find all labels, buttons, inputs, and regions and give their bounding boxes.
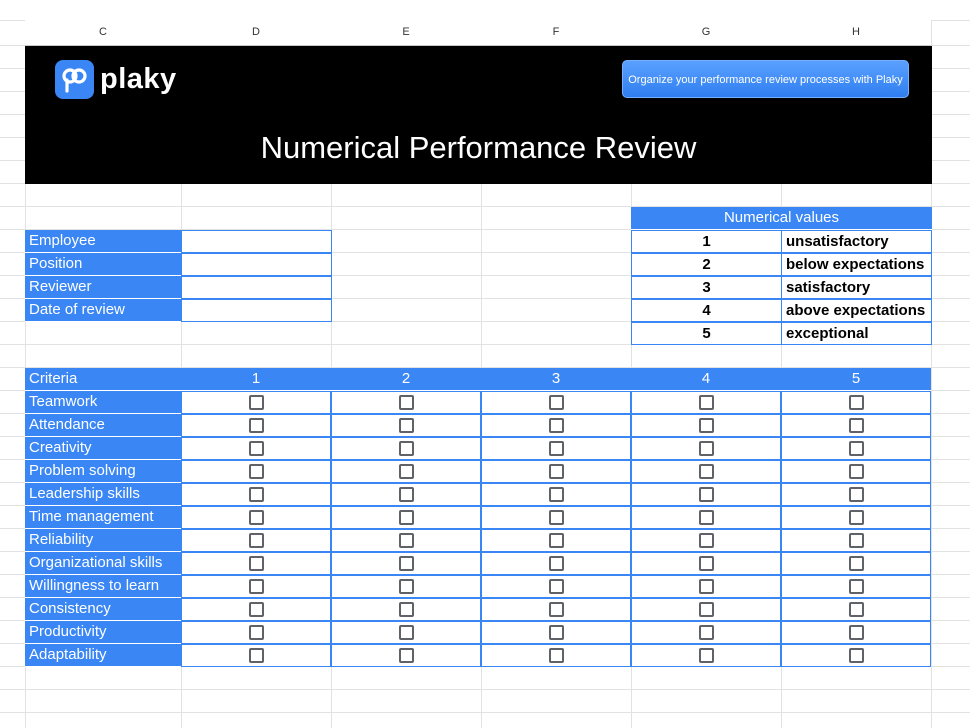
criteria-row-label: Reliability bbox=[25, 529, 181, 552]
rating-cell bbox=[781, 506, 931, 529]
rating-checkbox[interactable] bbox=[699, 556, 714, 571]
value-number: 2 bbox=[631, 253, 782, 276]
rating-checkbox[interactable] bbox=[399, 441, 414, 456]
rating-cell bbox=[631, 437, 781, 460]
rating-checkbox[interactable] bbox=[849, 395, 864, 410]
rating-cell bbox=[181, 391, 331, 414]
plaky-logo-text: plaky bbox=[100, 63, 177, 95]
criteria-row-label: Attendance bbox=[25, 414, 181, 437]
rating-checkbox[interactable] bbox=[849, 625, 864, 640]
rating-checkbox[interactable] bbox=[399, 625, 414, 640]
rating-cell bbox=[331, 483, 481, 506]
rating-checkbox[interactable] bbox=[549, 464, 564, 479]
rating-cell bbox=[781, 437, 931, 460]
grid-hline bbox=[0, 712, 970, 713]
rating-cell bbox=[481, 460, 631, 483]
rating-checkbox[interactable] bbox=[549, 602, 564, 617]
criteria-row-label: Leadership skills bbox=[25, 483, 181, 506]
rating-cell bbox=[481, 506, 631, 529]
value-description: above expectations bbox=[781, 299, 932, 322]
rating-cell bbox=[181, 575, 331, 598]
rating-cell bbox=[331, 575, 481, 598]
rating-checkbox[interactable] bbox=[399, 533, 414, 548]
criteria-row-label: Productivity bbox=[25, 621, 181, 644]
rating-cell bbox=[331, 506, 481, 529]
value-number: 4 bbox=[631, 299, 782, 322]
column-header-e[interactable]: E bbox=[331, 20, 481, 46]
rating-cell bbox=[781, 391, 931, 414]
rating-checkbox[interactable] bbox=[699, 418, 714, 433]
column-header-f[interactable]: F bbox=[481, 20, 631, 46]
plaky-logo-icon bbox=[55, 60, 94, 99]
criteria-row-label: Consistency bbox=[25, 598, 181, 621]
rating-checkbox[interactable] bbox=[249, 556, 264, 571]
rating-cell bbox=[181, 621, 331, 644]
rating-checkbox[interactable] bbox=[399, 602, 414, 617]
employee-field-label: Reviewer bbox=[25, 276, 181, 299]
rating-header: 3 bbox=[481, 368, 631, 391]
rating-cell bbox=[481, 391, 631, 414]
employee-field-input[interactable] bbox=[181, 299, 332, 322]
rating-checkbox[interactable] bbox=[699, 625, 714, 640]
value-description: exceptional bbox=[781, 322, 932, 345]
numerical-values-header: Numerical values bbox=[631, 207, 932, 230]
rating-checkbox[interactable] bbox=[399, 648, 414, 663]
rating-checkbox[interactable] bbox=[549, 418, 564, 433]
rating-cell bbox=[331, 621, 481, 644]
criteria-row-label: Organizational skills bbox=[25, 552, 181, 575]
rating-checkbox[interactable] bbox=[699, 579, 714, 594]
rating-cell bbox=[631, 391, 781, 414]
rating-cell bbox=[631, 483, 781, 506]
rating-cell bbox=[331, 391, 481, 414]
rating-cell bbox=[331, 414, 481, 437]
rating-checkbox[interactable] bbox=[849, 579, 864, 594]
rating-checkbox[interactable] bbox=[549, 533, 564, 548]
rating-checkbox[interactable] bbox=[849, 533, 864, 548]
value-number: 5 bbox=[631, 322, 782, 345]
rating-checkbox[interactable] bbox=[549, 579, 564, 594]
rating-checkbox[interactable] bbox=[549, 395, 564, 410]
rating-checkbox[interactable] bbox=[549, 648, 564, 663]
rating-cell bbox=[481, 598, 631, 621]
rating-cell bbox=[631, 575, 781, 598]
rating-checkbox[interactable] bbox=[399, 556, 414, 571]
rating-checkbox[interactable] bbox=[849, 487, 864, 502]
rating-cell bbox=[481, 575, 631, 598]
column-header-d[interactable]: D bbox=[181, 20, 331, 46]
rating-cell bbox=[181, 506, 331, 529]
rating-cell bbox=[181, 598, 331, 621]
rating-checkbox[interactable] bbox=[849, 441, 864, 456]
rating-cell bbox=[781, 529, 931, 552]
rating-cell bbox=[181, 460, 331, 483]
rating-checkbox[interactable] bbox=[849, 648, 864, 663]
criteria-row-label: Time management bbox=[25, 506, 181, 529]
criteria-row-label: Creativity bbox=[25, 437, 181, 460]
employee-field-input[interactable] bbox=[181, 253, 332, 276]
rating-cell bbox=[631, 598, 781, 621]
rating-checkbox[interactable] bbox=[549, 556, 564, 571]
rating-header: 4 bbox=[631, 368, 781, 391]
rating-cell bbox=[631, 621, 781, 644]
rating-checkbox[interactable] bbox=[249, 418, 264, 433]
grid-hline bbox=[0, 689, 970, 690]
rating-checkbox[interactable] bbox=[399, 464, 414, 479]
rating-checkbox[interactable] bbox=[699, 648, 714, 663]
rating-checkbox[interactable] bbox=[249, 533, 264, 548]
plaky-cta-button[interactable]: Organize your performance review processes with Plaky bbox=[622, 60, 909, 98]
rating-cell bbox=[481, 414, 631, 437]
rating-checkbox[interactable] bbox=[849, 418, 864, 433]
rating-cell bbox=[181, 414, 331, 437]
rating-cell bbox=[331, 598, 481, 621]
rating-checkbox[interactable] bbox=[699, 395, 714, 410]
rating-cell bbox=[331, 460, 481, 483]
rating-cell bbox=[781, 598, 931, 621]
rating-cell bbox=[331, 529, 481, 552]
rating-cell bbox=[631, 644, 781, 667]
rating-checkbox[interactable] bbox=[549, 487, 564, 502]
employee-field-input[interactable] bbox=[181, 230, 332, 253]
rating-header: 2 bbox=[331, 368, 481, 391]
rating-checkbox[interactable] bbox=[249, 464, 264, 479]
page-title: Numerical Performance Review bbox=[260, 130, 697, 165]
rating-cell bbox=[331, 644, 481, 667]
rating-checkbox[interactable] bbox=[249, 510, 264, 525]
rating-cell bbox=[631, 506, 781, 529]
rating-cell bbox=[631, 552, 781, 575]
rating-checkbox[interactable] bbox=[399, 510, 414, 525]
rating-cell bbox=[481, 552, 631, 575]
column-header-h[interactable]: H bbox=[781, 20, 931, 46]
rating-checkbox[interactable] bbox=[399, 418, 414, 433]
rating-cell bbox=[781, 575, 931, 598]
rating-cell bbox=[181, 529, 331, 552]
rating-checkbox[interactable] bbox=[249, 395, 264, 410]
employee-field-input[interactable] bbox=[181, 276, 332, 299]
rating-checkbox[interactable] bbox=[699, 487, 714, 502]
rating-header: 1 bbox=[181, 368, 331, 391]
rating-cell bbox=[481, 644, 631, 667]
value-number: 3 bbox=[631, 276, 782, 299]
criteria-row-label: Teamwork bbox=[25, 391, 181, 414]
value-description: below expectations bbox=[781, 253, 932, 276]
rating-checkbox[interactable] bbox=[249, 579, 264, 594]
rating-checkbox[interactable] bbox=[249, 602, 264, 617]
rating-checkbox[interactable] bbox=[699, 464, 714, 479]
rating-cell bbox=[331, 437, 481, 460]
column-header-c[interactable]: C bbox=[25, 20, 181, 46]
rating-cell bbox=[781, 414, 931, 437]
rating-checkbox[interactable] bbox=[699, 602, 714, 617]
rating-cell bbox=[481, 437, 631, 460]
rating-checkbox[interactable] bbox=[849, 602, 864, 617]
employee-field-label: Position bbox=[25, 253, 181, 276]
header-banner bbox=[25, 46, 932, 184]
rating-checkbox[interactable] bbox=[849, 556, 864, 571]
rating-cell bbox=[181, 437, 331, 460]
rating-checkbox[interactable] bbox=[549, 510, 564, 525]
employee-field-label: Employee bbox=[25, 230, 181, 253]
rating-checkbox[interactable] bbox=[699, 533, 714, 548]
rating-checkbox[interactable] bbox=[549, 625, 564, 640]
rating-cell bbox=[781, 552, 931, 575]
criteria-row-label: Problem solving bbox=[25, 460, 181, 483]
rating-header: 5 bbox=[781, 368, 931, 391]
rating-checkbox[interactable] bbox=[399, 395, 414, 410]
rating-cell bbox=[181, 644, 331, 667]
rating-cell bbox=[781, 621, 931, 644]
rating-cell bbox=[181, 483, 331, 506]
value-number: 1 bbox=[631, 230, 782, 253]
rating-checkbox[interactable] bbox=[849, 464, 864, 479]
value-description: unsatisfactory bbox=[781, 230, 932, 253]
rating-checkbox[interactable] bbox=[249, 487, 264, 502]
criteria-row-label: Adaptability bbox=[25, 644, 181, 667]
column-header-g[interactable]: G bbox=[631, 20, 781, 46]
rating-checkbox[interactable] bbox=[699, 441, 714, 456]
rating-cell bbox=[781, 460, 931, 483]
rating-cell bbox=[781, 644, 931, 667]
rating-cell bbox=[181, 552, 331, 575]
rating-checkbox[interactable] bbox=[849, 510, 864, 525]
rating-checkbox[interactable] bbox=[399, 579, 414, 594]
rating-cell bbox=[781, 483, 931, 506]
rating-cell bbox=[481, 529, 631, 552]
criteria-row-label: Willingness to learn bbox=[25, 575, 181, 598]
rating-cell bbox=[481, 621, 631, 644]
rating-cell bbox=[631, 414, 781, 437]
employee-field-label: Date of review bbox=[25, 299, 181, 322]
value-description: satisfactory bbox=[781, 276, 932, 299]
rating-cell bbox=[481, 483, 631, 506]
rating-checkbox[interactable] bbox=[699, 510, 714, 525]
rating-checkbox[interactable] bbox=[249, 625, 264, 640]
rating-cell bbox=[331, 552, 481, 575]
criteria-header: Criteria bbox=[25, 368, 181, 391]
rating-checkbox[interactable] bbox=[249, 648, 264, 663]
rating-cell bbox=[631, 460, 781, 483]
rating-checkbox[interactable] bbox=[399, 487, 414, 502]
rating-checkbox[interactable] bbox=[249, 441, 264, 456]
rating-cell bbox=[631, 529, 781, 552]
rating-checkbox[interactable] bbox=[549, 441, 564, 456]
